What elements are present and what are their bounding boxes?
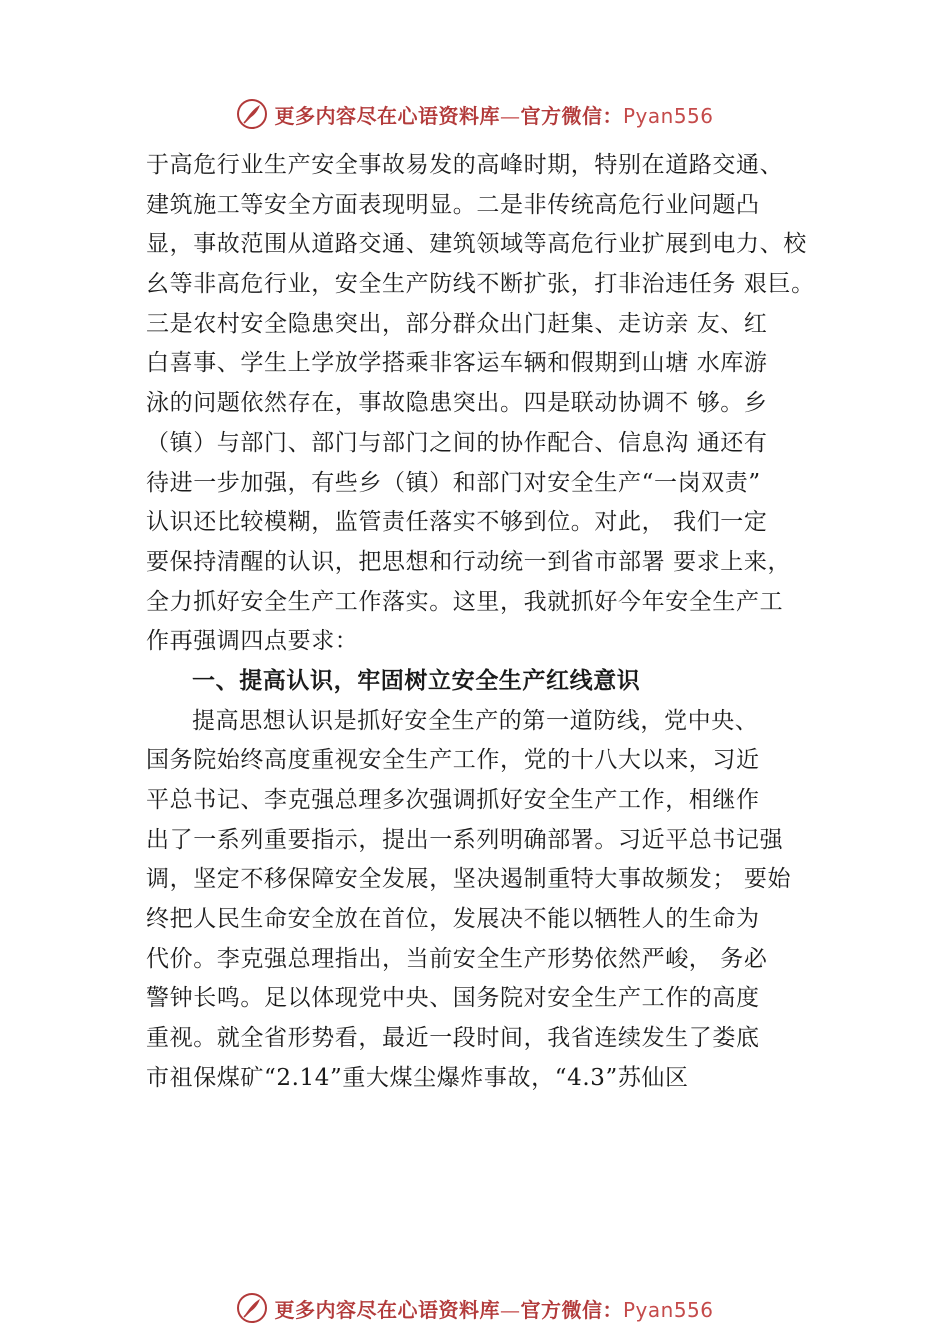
watermark-separator: — xyxy=(499,103,521,128)
section-line: 国务院始终高度重视安全生产工作，党的十八大以来，习近 xyxy=(146,747,760,774)
body-line: （镇）与部门、部门与部门之间的协作配合、信息沟 通还有 xyxy=(146,429,768,456)
watermark-title: 更多内容尽在心语资料库 xyxy=(274,1297,500,1322)
watermark-label: 官方微信： xyxy=(520,1297,623,1322)
watermark-text xyxy=(274,100,713,129)
body-line: 白喜事、学生上学放学搭乘非客运车辆和假期到山塘 水库游 xyxy=(146,350,768,377)
section-line: 重视。就全省形势看，最近一段时间，我省连续发生了娄底 xyxy=(146,1025,760,1052)
section-line: 平总书记、李克强总理多次强调抓好安全生产工作，相继作 xyxy=(146,787,760,813)
body-line: 要保持清醒的认识，把思想和行动统一到省市部署 要求上来， xyxy=(146,548,792,575)
body-line: 待进一步加强，有些乡（镇）和部门对安全生产“一岗双责” xyxy=(146,469,761,496)
body-line: 认识还比较模糊，监管责任落实不够到位。对此， 我们一定 xyxy=(146,509,768,536)
section-line: 终把人民生命安全放在首位，发展决不能以牺牲人的生命为 xyxy=(146,906,760,933)
section-line: 警钟长鸣。足以体现党中央、国务院对安全生产工作的高度 xyxy=(146,985,760,1012)
section-heading: 一、提高认识，牢固树立安全生产红线意识 xyxy=(192,667,641,694)
section-line: 出了一系列重要指示，提出一系列明确部署。习近平总书记强 xyxy=(146,826,784,853)
watermark-title: 更多内容尽在心语资料库 xyxy=(274,103,500,128)
body-line: 三是农村安全隐患突出，部分群众出门赶集、走访亲 友、红 xyxy=(146,310,768,337)
feather-pen-logo-icon xyxy=(236,1292,268,1324)
section-line: 提高思想认识是抓好安全生产的第一道防线，党中央、 xyxy=(192,707,759,734)
footer-watermark xyxy=(0,1288,950,1328)
watermark-separator: — xyxy=(499,1297,521,1322)
section-line: 市祖保煤矿“2.14”重大煤尘爆炸事故，“4.3”苏仙区 xyxy=(146,1064,689,1091)
body-line: 幺等非高危行业，安全生产防线不断扩张，打非治违任务 艰巨。 xyxy=(146,271,815,298)
watermark-account: Pyan556 xyxy=(622,1297,714,1322)
body-line: 建筑施工等安全方面表现明显。二是非传统高危行业问题凸 xyxy=(146,191,760,218)
body-line: 显，事故范围从道路交通、建筑领域等高危行业扩展到电力、校 xyxy=(146,231,807,258)
header-watermark xyxy=(0,94,950,134)
watermark-label: 官方微信： xyxy=(520,103,623,128)
body-line: 全力抓好安全生产工作落实。这里，我就抓好今年安全生产工 xyxy=(146,588,784,615)
body-line: 泳的问题依然存在，事故隐患突出。四是联动协调不 够。乡 xyxy=(146,390,768,417)
body-line: 于高危行业生产安全事故易发的高峰时期，特别在道路交通、 xyxy=(146,152,784,178)
feather-pen-logo-icon xyxy=(236,98,268,130)
body-line: 作再强调四点要求： xyxy=(146,628,359,655)
document-body xyxy=(146,146,846,1099)
section-line: 调，坚定不移保障安全发展，坚决遏制重特大事故频发； 要始 xyxy=(146,866,792,893)
watermark-text xyxy=(274,1294,713,1323)
section-line: 代价。李克强总理指出，当前安全生产形势依然严峻， 务必 xyxy=(146,945,768,972)
watermark-account: Pyan556 xyxy=(622,103,714,128)
